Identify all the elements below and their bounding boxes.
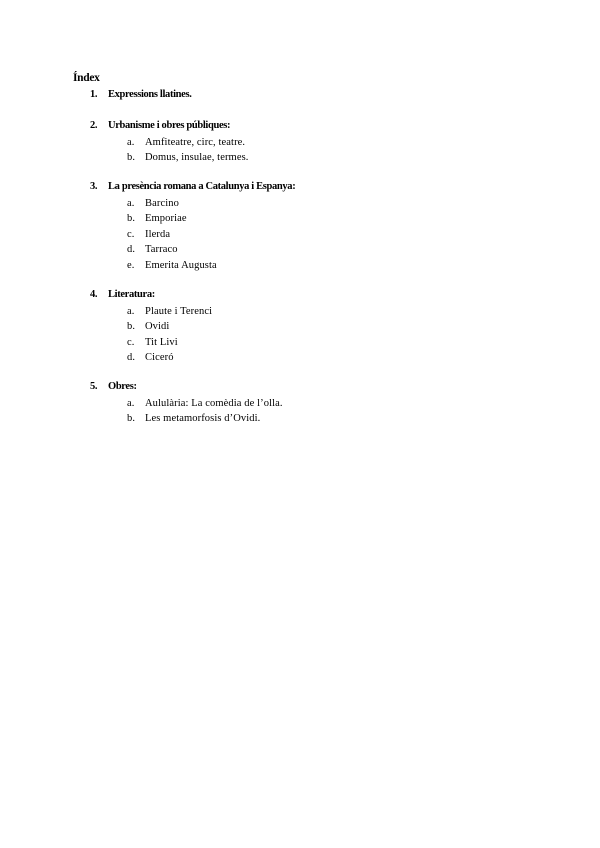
list-item	[127, 227, 295, 242]
item-text: Tit Livi	[145, 336, 178, 348]
section-heading	[90, 88, 191, 102]
section-items	[127, 396, 283, 427]
index-title: Índex	[73, 72, 100, 84]
list-item	[127, 350, 212, 365]
list-item	[127, 319, 212, 334]
item-text: Emerita Augusta	[145, 259, 217, 271]
item-letter: a.	[127, 398, 135, 409]
item-text: Tarraco	[145, 244, 178, 256]
item-text: Plaute i Terenci	[145, 306, 213, 317]
section-title: La presència romana a Catalunya i Espanya:	[108, 181, 296, 192]
section-number: 1.	[90, 89, 98, 100]
section-number: 3.	[90, 181, 98, 192]
item-letter: b.	[127, 152, 136, 164]
list-item	[127, 150, 249, 165]
section-items	[127, 196, 295, 273]
item-letter: d.	[127, 352, 136, 364]
item-letter: b.	[127, 413, 136, 425]
item-text: Les metamorfosis d’Ovidi.	[145, 413, 261, 425]
list-item	[127, 211, 295, 226]
section-items	[127, 135, 249, 166]
item-text: Aululària: La comèdia de l’olla.	[145, 398, 283, 409]
item-letter: a.	[127, 198, 135, 209]
item-text: Ciceró	[145, 352, 174, 364]
list-item	[127, 396, 283, 411]
item-letter: c.	[127, 336, 135, 348]
section-items	[127, 304, 212, 366]
item-letter: d.	[127, 244, 136, 256]
list-item	[127, 196, 295, 211]
section-4	[90, 288, 212, 366]
item-letter: b.	[127, 213, 136, 225]
section-title: Obres:	[108, 381, 137, 392]
item-text: Ovidi	[145, 321, 170, 333]
item-text: Amfiteatre, circ, teatre.	[145, 137, 246, 148]
list-item	[127, 258, 295, 273]
section-title: Expressions llatines.	[108, 89, 192, 100]
section-heading	[90, 380, 283, 394]
item-text: Domus, insulae, termes.	[145, 152, 249, 164]
item-text: Barcino	[145, 198, 179, 209]
section-2	[90, 119, 249, 166]
item-text: Emporiae	[145, 213, 187, 225]
section-number: 5.	[90, 381, 98, 392]
item-letter: b.	[127, 321, 136, 333]
item-letter: a.	[127, 306, 135, 317]
item-letter: a.	[127, 137, 135, 148]
section-title: Urbanisme i obres públiques:	[108, 120, 231, 131]
section-number: 4.	[90, 289, 98, 300]
section-heading	[90, 180, 295, 194]
list-item	[127, 335, 212, 350]
section-number: 2.	[90, 120, 98, 131]
item-text: Ilerda	[145, 228, 171, 240]
section-heading	[90, 119, 249, 133]
section-3	[90, 180, 295, 273]
list-item	[127, 304, 212, 319]
section-heading	[90, 288, 212, 302]
list-item	[127, 411, 283, 426]
list-item	[127, 135, 249, 150]
list-item	[127, 242, 295, 257]
section-5	[90, 380, 283, 427]
item-letter: e.	[127, 259, 135, 271]
section-1	[90, 88, 191, 102]
item-letter: c.	[127, 228, 135, 240]
section-title: Literatura:	[108, 289, 155, 300]
